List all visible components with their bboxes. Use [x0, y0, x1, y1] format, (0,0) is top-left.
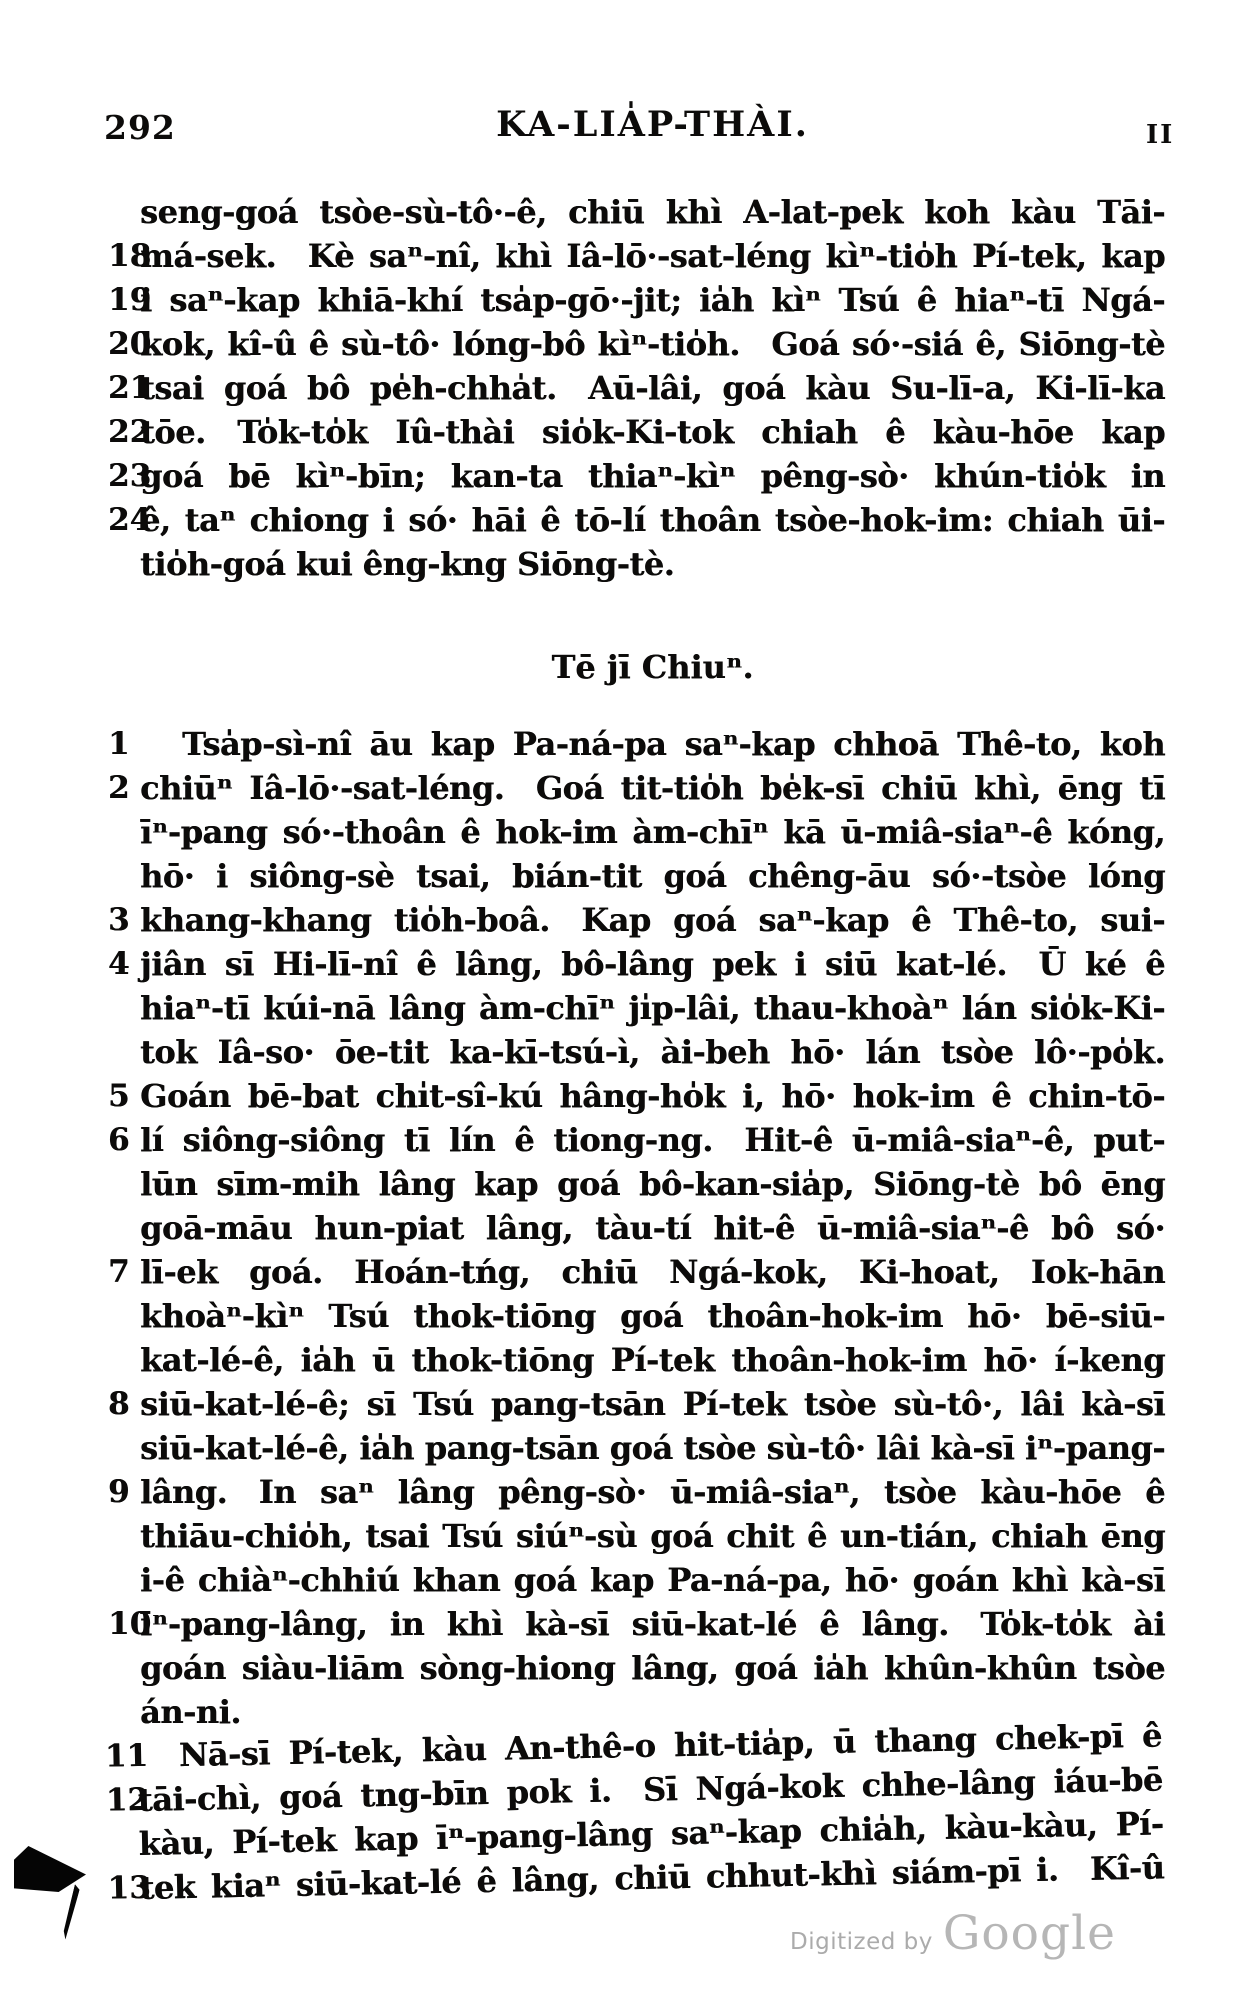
verse-number: 13 [107, 1869, 152, 1907]
text-line [108, 766, 1165, 810]
text-line [108, 366, 1165, 410]
verse-number: 10 [108, 1606, 152, 1642]
line-text: īⁿ-pang só·-thoân ê hok-im àm-chīⁿ kā ū-miâ-siaⁿ-ê kóng, [140, 813, 1165, 851]
verse-number: 24 [108, 502, 152, 538]
text-line [140, 1426, 1165, 1470]
verse-number: 8 [108, 1386, 130, 1422]
line-text: i saⁿ-kap khiā-khí tsa̍p-gō·-jit; ia̍h kìⁿ Tsú ê hiaⁿ-tī Ngá- [140, 281, 1165, 319]
paragraph [108, 190, 1165, 586]
chapter-marker: II [1146, 120, 1175, 150]
line-text: īⁿ-pang-lâng, in khì kà-sī siū-kat-lé ê lâng. To̍k-to̍k ài [140, 1605, 1165, 1643]
verse-number: 12 [105, 1781, 150, 1819]
page-number: 292 [104, 108, 176, 147]
line-text: tio̍h-goá kui êng-kng Siōng-tè. [140, 545, 675, 583]
verse-number: 21 [108, 370, 152, 406]
verse-number: 20 [108, 326, 152, 362]
line-text: siū-kat-lé-ê, ia̍h pang-tsān goá tsòe sù-tô· lâi kà-sī iⁿ-pang- [140, 1429, 1165, 1467]
line-text: Tsa̍p-sì-nî āu kap Pa-ná-pa saⁿ-kap chhoā Thê-to, koh [182, 725, 1165, 763]
paragraph [104, 1713, 1165, 1910]
text-line [108, 1118, 1165, 1162]
line-text: kàu, Pí-tek kap īⁿ-pang-lâng saⁿ-kap chia̍h, kàu-kàu, Pí- [138, 1804, 1164, 1864]
line-text: khoàⁿ-kìⁿ Tsú thok-tiōng goá thoân-hok-im hō· bē-siū- [140, 1297, 1165, 1335]
text-line [140, 854, 1165, 898]
line-text: khang-khang tio̍h-boâ. Kap goá saⁿ-kap ê Thê-to, sui- [140, 901, 1165, 939]
line-text: kok, kî-û ê sù-tô· lóng-bô kìⁿ-tio̍h. Goá só·-siá ê, Siōng-tè [140, 325, 1165, 363]
line-text: i-ê chiàⁿ-chhiú khan goá kap Pa-ná-pa, hō· goán khì kà-sī [140, 1561, 1165, 1599]
line-text: Goán bē-bat chi̍t-sî-kú hâng-ho̍k i, hō· hok-im ê chin-tō- [140, 1077, 1165, 1115]
line-text: goá bē kìⁿ-bīn; kan-ta thiaⁿ-kìⁿ pêng-sò· khún-tio̍k in [140, 457, 1165, 495]
line-text: seng-goá tsòe-sù-tô·-ê, chiū khì A-lat-pek koh kàu Tāi- [140, 193, 1165, 231]
verse-number: 4 [108, 946, 130, 982]
text-line [108, 898, 1165, 942]
line-text: jiân sī Hi-lī-nî ê lâng, bô-lâng pek i siū kat-lé. Ū ké ê [140, 945, 1165, 983]
page-title: KA-LIA̍P-THÀI. [496, 104, 809, 145]
line-text: lâng. In saⁿ lâng pêng-sò· ū-miâ-siaⁿ, tsòe kàu-hōe ê [140, 1473, 1165, 1511]
text-line [108, 454, 1165, 498]
line-text: ê, taⁿ chiong i só· hāi ê tō-lí thoân tsòe-hok-im: chiah ūi- [140, 501, 1165, 539]
text-line [108, 278, 1165, 322]
text-line [108, 410, 1165, 454]
paragraph [108, 722, 1165, 1734]
text-line [140, 1338, 1165, 1382]
text-line [140, 1162, 1165, 1206]
text-line [108, 942, 1165, 986]
verse-number: 7 [108, 1254, 130, 1290]
text-line [140, 1558, 1165, 1602]
text-line [140, 1206, 1165, 1250]
text-line [140, 810, 1165, 854]
line-text: lūn sīm-mih lâng kap goá bô-kan-sia̍p, Siōng-tè bô ēng [140, 1165, 1165, 1203]
verse-number: 9 [108, 1474, 130, 1510]
text-line [108, 1382, 1165, 1426]
verse-number: 18 [108, 238, 152, 274]
text-line [108, 722, 1165, 766]
verse-number: 23 [108, 458, 152, 494]
line-text: tāi-chì, goá tng-bīn pok i. Sī Ngá-kok chhe-lâng iáu-bē [137, 1760, 1163, 1820]
text-body [104, 190, 1165, 1910]
google-logo: Google [942, 1906, 1116, 1961]
text-line [108, 322, 1165, 366]
line-text: lī-ek goá. Hoán-tńg, chiū Ngá-kok, Ki-hoat, Iok-hān [140, 1253, 1165, 1291]
text-line [140, 1030, 1165, 1074]
text-line [140, 1646, 1165, 1690]
text-line [108, 1602, 1165, 1646]
verse-number: 19 [108, 282, 152, 318]
text-line [108, 498, 1165, 542]
text-line [108, 1074, 1165, 1118]
verse-number: 3 [108, 902, 130, 938]
line-text: hō· i siông-sè tsai, bián-tit goá chêng-āu só·-tsòe lóng [140, 857, 1165, 895]
verse-number: 6 [108, 1122, 130, 1158]
text-line [108, 234, 1165, 278]
ink-streak-artifact [61, 1884, 80, 1940]
text-line [108, 1250, 1165, 1294]
line-text: thiāu-chio̍h, tsai Tsú siúⁿ-sù goá chit ê un-tián, chiah ēng [140, 1517, 1165, 1555]
line-text: má-sek. Kè saⁿ-nî, khì Iâ-lō·-sat-léng kìⁿ-tio̍h Pí-tek, kap [140, 237, 1165, 275]
line-text: siū-kat-lé-ê; sī Tsú pang-tsān Pí-tek tsòe sù-tô·, lâi kà-sī [140, 1385, 1165, 1423]
chapter-heading: Tē jī Chiuⁿ. [551, 648, 754, 686]
line-text: lí siông-siông tī lín ê tiong-ng. Hit-ê ū-miâ-siaⁿ-ê, put- [140, 1121, 1165, 1159]
verse-number: 22 [108, 414, 152, 450]
line-text: tsai goá bô pe̍h-chha̍t. Aū-lâi, goá kàu Su-lī-a, Ki-lī-ka [140, 369, 1165, 407]
line-text: chiūⁿ Iâ-lō·-sat-léng. Goá tit-tio̍h be̍k-sī chiū khì, ēng tī [140, 769, 1165, 807]
verse-number: 2 [108, 770, 130, 806]
text-line [140, 542, 1165, 586]
line-text: tek kiaⁿ siū-kat-lé ê lâng, chiū chhut-khì siám-pī i. Kî-û [139, 1848, 1165, 1908]
text-line [108, 1470, 1165, 1514]
line-text: goán siàu-liām sòng-hiong lâng, goá ia̍h khûn-khûn tsòe [140, 1649, 1165, 1687]
line-text: tōe. To̍k-to̍k Iû-thài sio̍k-Ki-tok chiah ê kàu-hōe kap [140, 413, 1165, 451]
line-text: goā-māu hun-piat lâng, tàu-tí hit-ê ū-miâ-siaⁿ-ê bô só· [140, 1209, 1165, 1247]
verse-number: 1 [108, 726, 130, 762]
line-text: án-ni. [140, 1693, 241, 1731]
running-header [0, 0, 1249, 160]
verse-number: 5 [108, 1078, 130, 1114]
watermark [790, 1906, 1116, 1961]
text-line [140, 190, 1165, 234]
verse-number: 11 [104, 1737, 149, 1775]
line-text: tok Iâ-so· ōe-tit ka-kī-tsú-ì, ài-beh hō· lán tsòe lô·-po̍k. [140, 1033, 1165, 1071]
line-text: kat-lé-ê, ia̍h ū thok-tiōng Pí-tek thoân-hok-im hō· í-keng [140, 1341, 1165, 1379]
line-text: Nā-sī Pí-tek, kàu An-thê-o hit-tia̍p, ū thang chek-pī ê [178, 1716, 1163, 1775]
text-line [140, 1294, 1165, 1338]
text-line [140, 986, 1165, 1030]
line-text: hiaⁿ-tī kúi-nā lâng àm-chīⁿ ji̍p-lâi, thau-khoàⁿ lán sio̍k-Ki- [140, 989, 1165, 1027]
watermark-prefix: Digitized by [790, 1929, 933, 1955]
text-line [140, 1514, 1165, 1558]
